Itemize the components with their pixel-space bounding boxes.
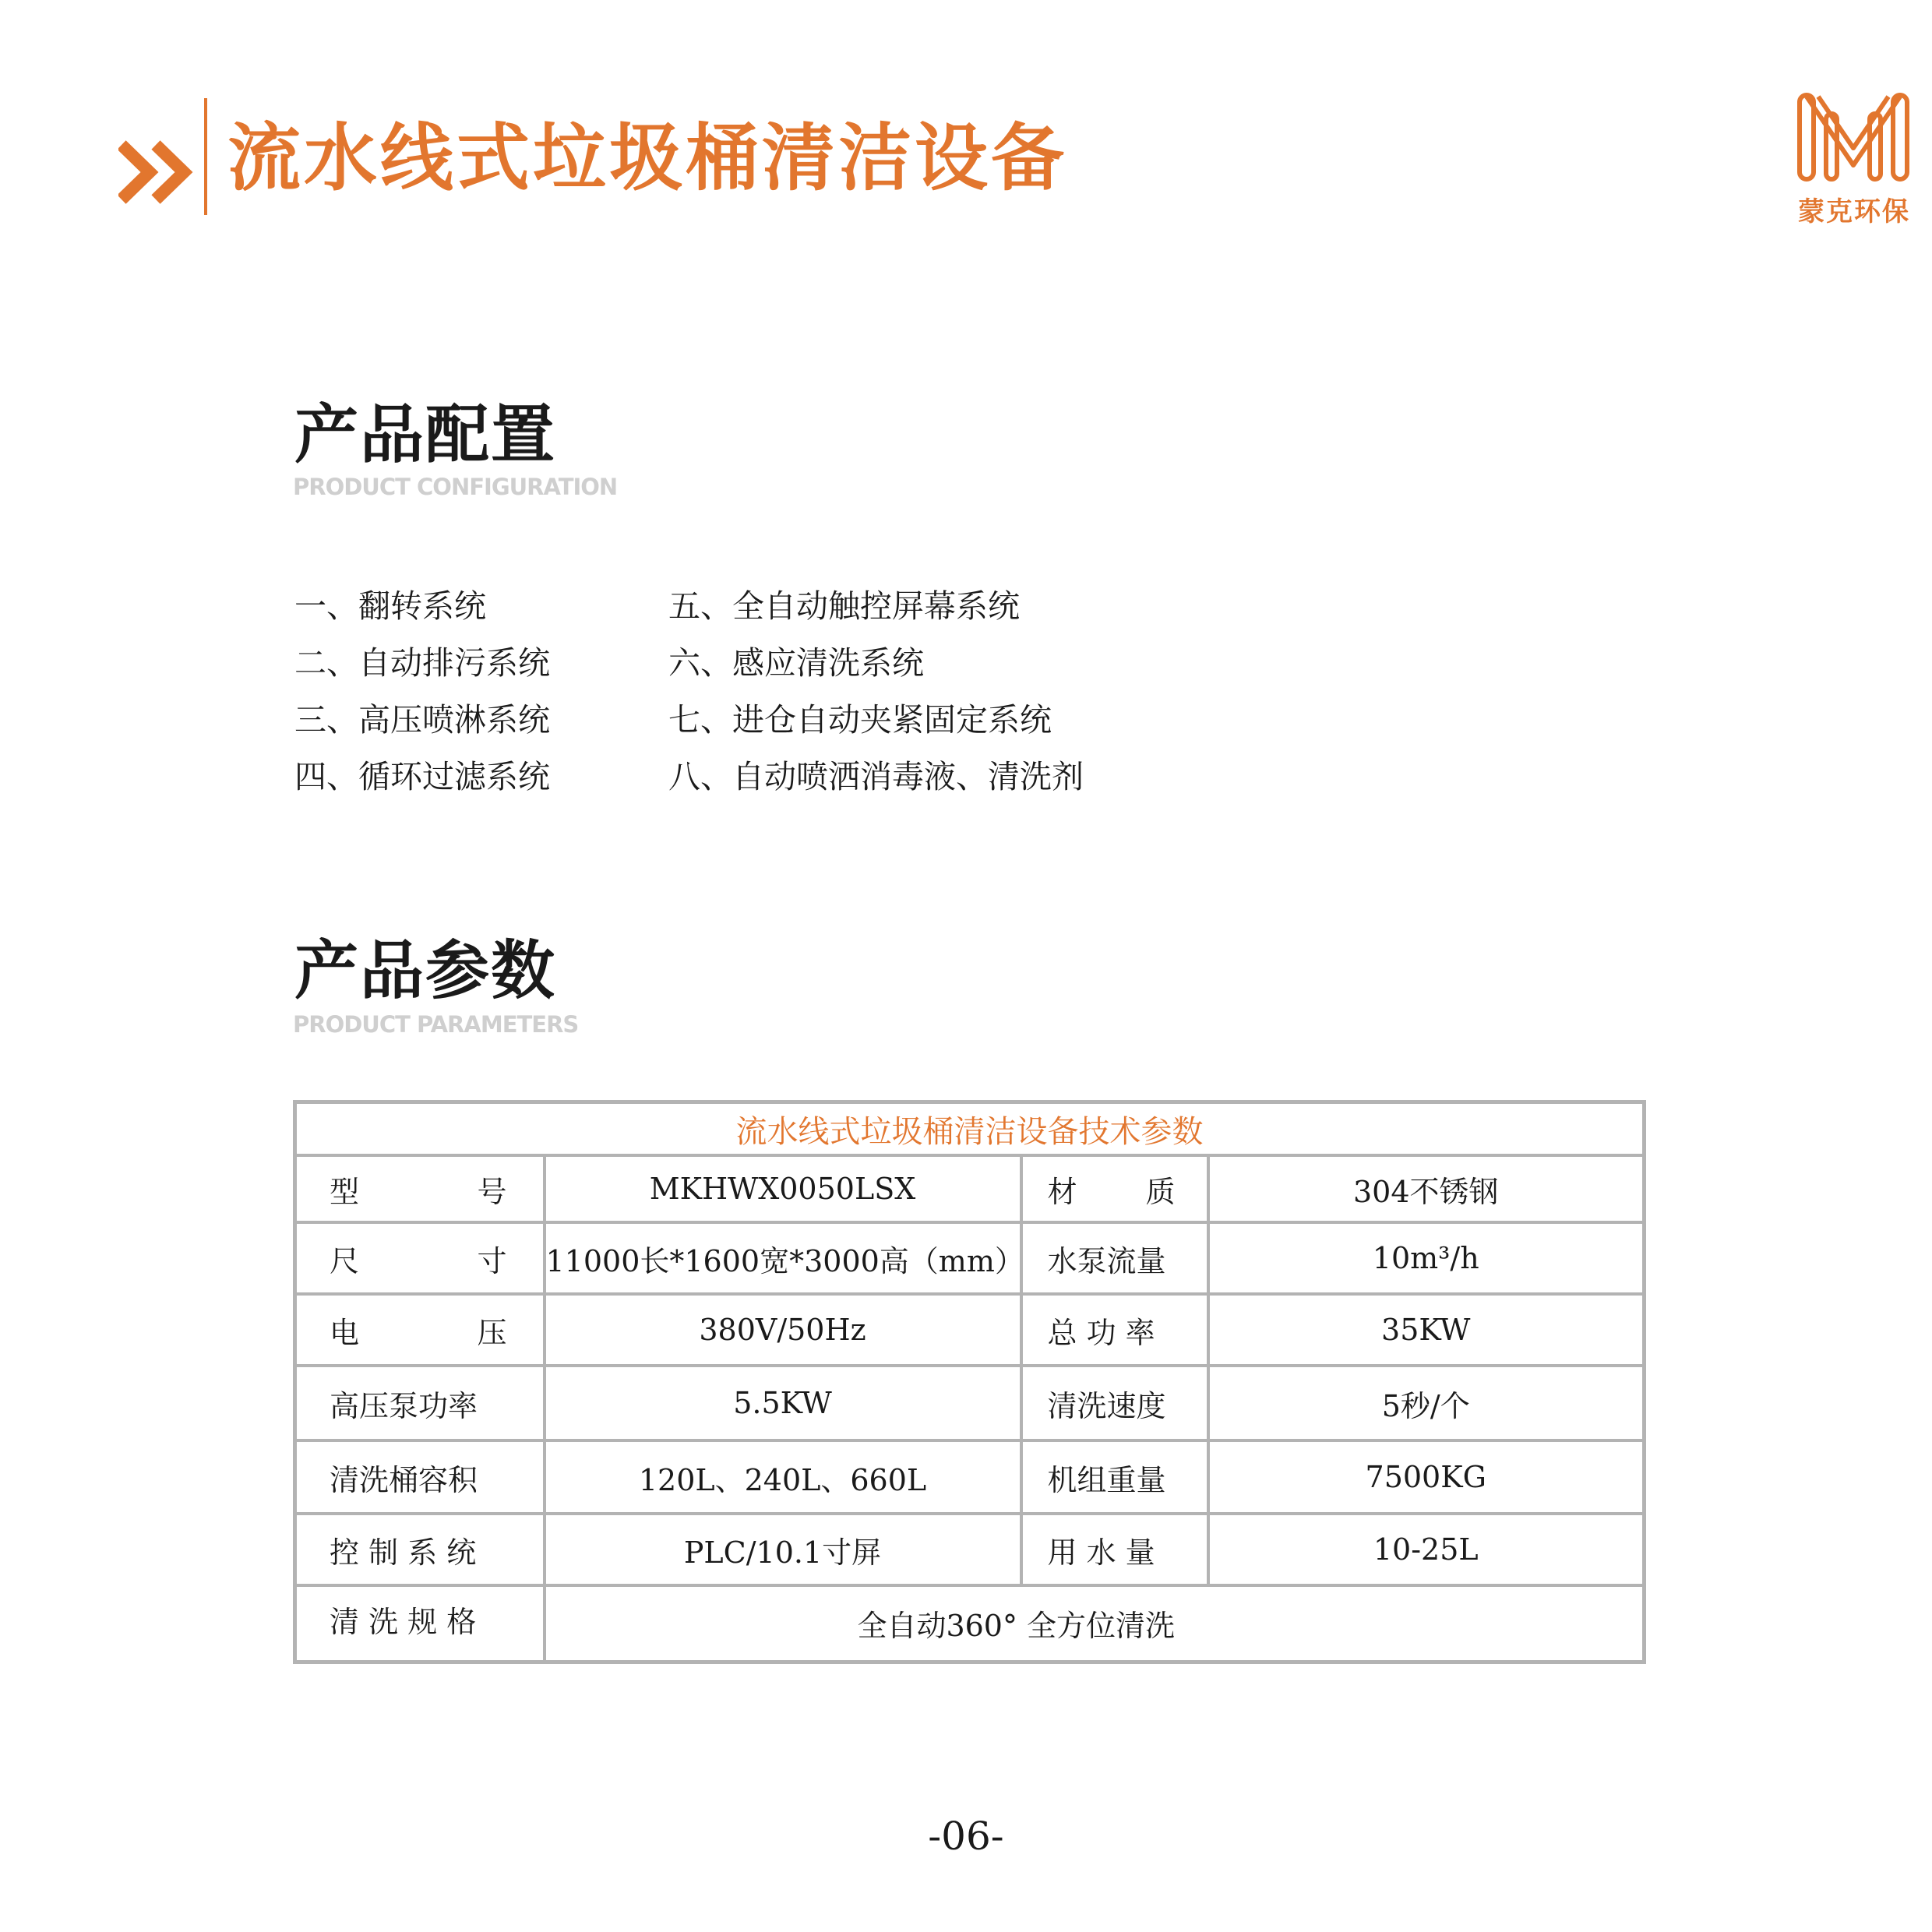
table-caption-row bbox=[295, 1102, 1645, 1156]
label-char: 压 bbox=[477, 1315, 507, 1350]
parameters-subtitle: PRODUCT PARAMETERS bbox=[293, 1011, 579, 1038]
label-char: 质 bbox=[1145, 1174, 1176, 1209]
list-item: 三、高压喷淋系统 bbox=[294, 701, 550, 739]
table-cell-value: 120L、240L、660L bbox=[545, 1440, 1021, 1514]
label-char: 寸 bbox=[477, 1243, 507, 1278]
table-row bbox=[295, 1440, 1645, 1514]
table-caption: 流水线式垃圾桶清洁设备技术参数 bbox=[295, 1102, 1645, 1156]
configuration-subtitle: PRODUCT CONFIGURATION bbox=[293, 474, 618, 500]
table-row bbox=[295, 1366, 1645, 1440]
table-cell-value: 304不锈钢 bbox=[1208, 1155, 1645, 1222]
table-cell-label bbox=[1021, 1155, 1208, 1222]
list-item: 五、全自动触控屏幕系统 bbox=[668, 587, 1020, 625]
label-char: 号 bbox=[477, 1174, 507, 1209]
list-item: 二、自动排污系统 bbox=[294, 644, 550, 682]
configuration-list-right bbox=[668, 584, 1084, 812]
table-cell-label: 总 功 率 bbox=[1021, 1294, 1208, 1366]
table-cell-value: 5秒/个 bbox=[1208, 1366, 1645, 1440]
table-cell-label: 用 水 量 bbox=[1021, 1514, 1208, 1585]
label-char: 型 bbox=[330, 1174, 360, 1209]
table-row bbox=[295, 1514, 1645, 1585]
table-cell-value: 7500KG bbox=[1208, 1440, 1645, 1514]
parameters-title: 产品参数 bbox=[294, 934, 557, 1008]
table-cell-value: 10-25L bbox=[1208, 1514, 1645, 1585]
table-cell-label: 高压泵功率 bbox=[295, 1366, 545, 1440]
table-row bbox=[295, 1294, 1645, 1366]
table-cell-label bbox=[295, 1222, 545, 1294]
brand-logo bbox=[1784, 90, 1924, 231]
logo-text: 蒙克环保 bbox=[1798, 196, 1910, 227]
table-cell-value: 全自动360° 全方位清洗 bbox=[545, 1585, 1645, 1662]
list-item: 六、感应清洗系统 bbox=[668, 644, 924, 682]
table-cell-label: 清 洗 规 格 bbox=[295, 1585, 545, 1662]
configuration-list-left bbox=[294, 584, 550, 812]
table-cell-value: 35KW bbox=[1208, 1294, 1645, 1366]
table-row bbox=[295, 1585, 1645, 1662]
table-cell-value: 380V/50Hz bbox=[545, 1294, 1021, 1366]
list-item: 八、自动喷洒消毒液、清洗剂 bbox=[668, 758, 1084, 795]
list-item: 四、循环过滤系统 bbox=[294, 758, 550, 795]
table-cell-label: 水泵流量 bbox=[1021, 1222, 1208, 1294]
label-char: 尺 bbox=[330, 1243, 360, 1278]
label-char: 电 bbox=[330, 1315, 360, 1350]
page-number: -06- bbox=[928, 1814, 1004, 1859]
table-cell-label: 清洗桶容积 bbox=[295, 1440, 545, 1514]
title-divider bbox=[204, 98, 207, 215]
table-cell-label bbox=[295, 1155, 545, 1222]
list-item: 一、翻转系统 bbox=[294, 587, 486, 625]
table-cell-value: MKHWX0050LSX bbox=[545, 1155, 1021, 1222]
table-cell-label: 控 制 系 统 bbox=[295, 1514, 545, 1585]
table-cell-value: 5.5KW bbox=[545, 1366, 1021, 1440]
table-cell-label bbox=[295, 1294, 545, 1366]
table-cell-value: PLC/10.1寸屏 bbox=[545, 1514, 1021, 1585]
configuration-title: 产品配置 bbox=[294, 398, 557, 472]
table-cell-value: 11000长*1600宽*3000高（mm） bbox=[545, 1222, 1021, 1294]
table-cell-label: 机组重量 bbox=[1021, 1440, 1208, 1514]
label-char: 材 bbox=[1047, 1174, 1077, 1209]
table-row bbox=[295, 1155, 1645, 1222]
logo-m-icon bbox=[1795, 90, 1912, 184]
table-cell-label: 清洗速度 bbox=[1021, 1366, 1208, 1440]
page-title: 流水线式垃圾桶清洁设备 bbox=[227, 116, 1068, 201]
table-row bbox=[295, 1222, 1645, 1294]
table-cell-value: 10m³/h bbox=[1208, 1222, 1645, 1294]
list-item: 七、进仓自动夹紧固定系统 bbox=[668, 701, 1052, 739]
double-chevron-icon bbox=[118, 137, 193, 207]
parameters-table bbox=[293, 1100, 1646, 1664]
